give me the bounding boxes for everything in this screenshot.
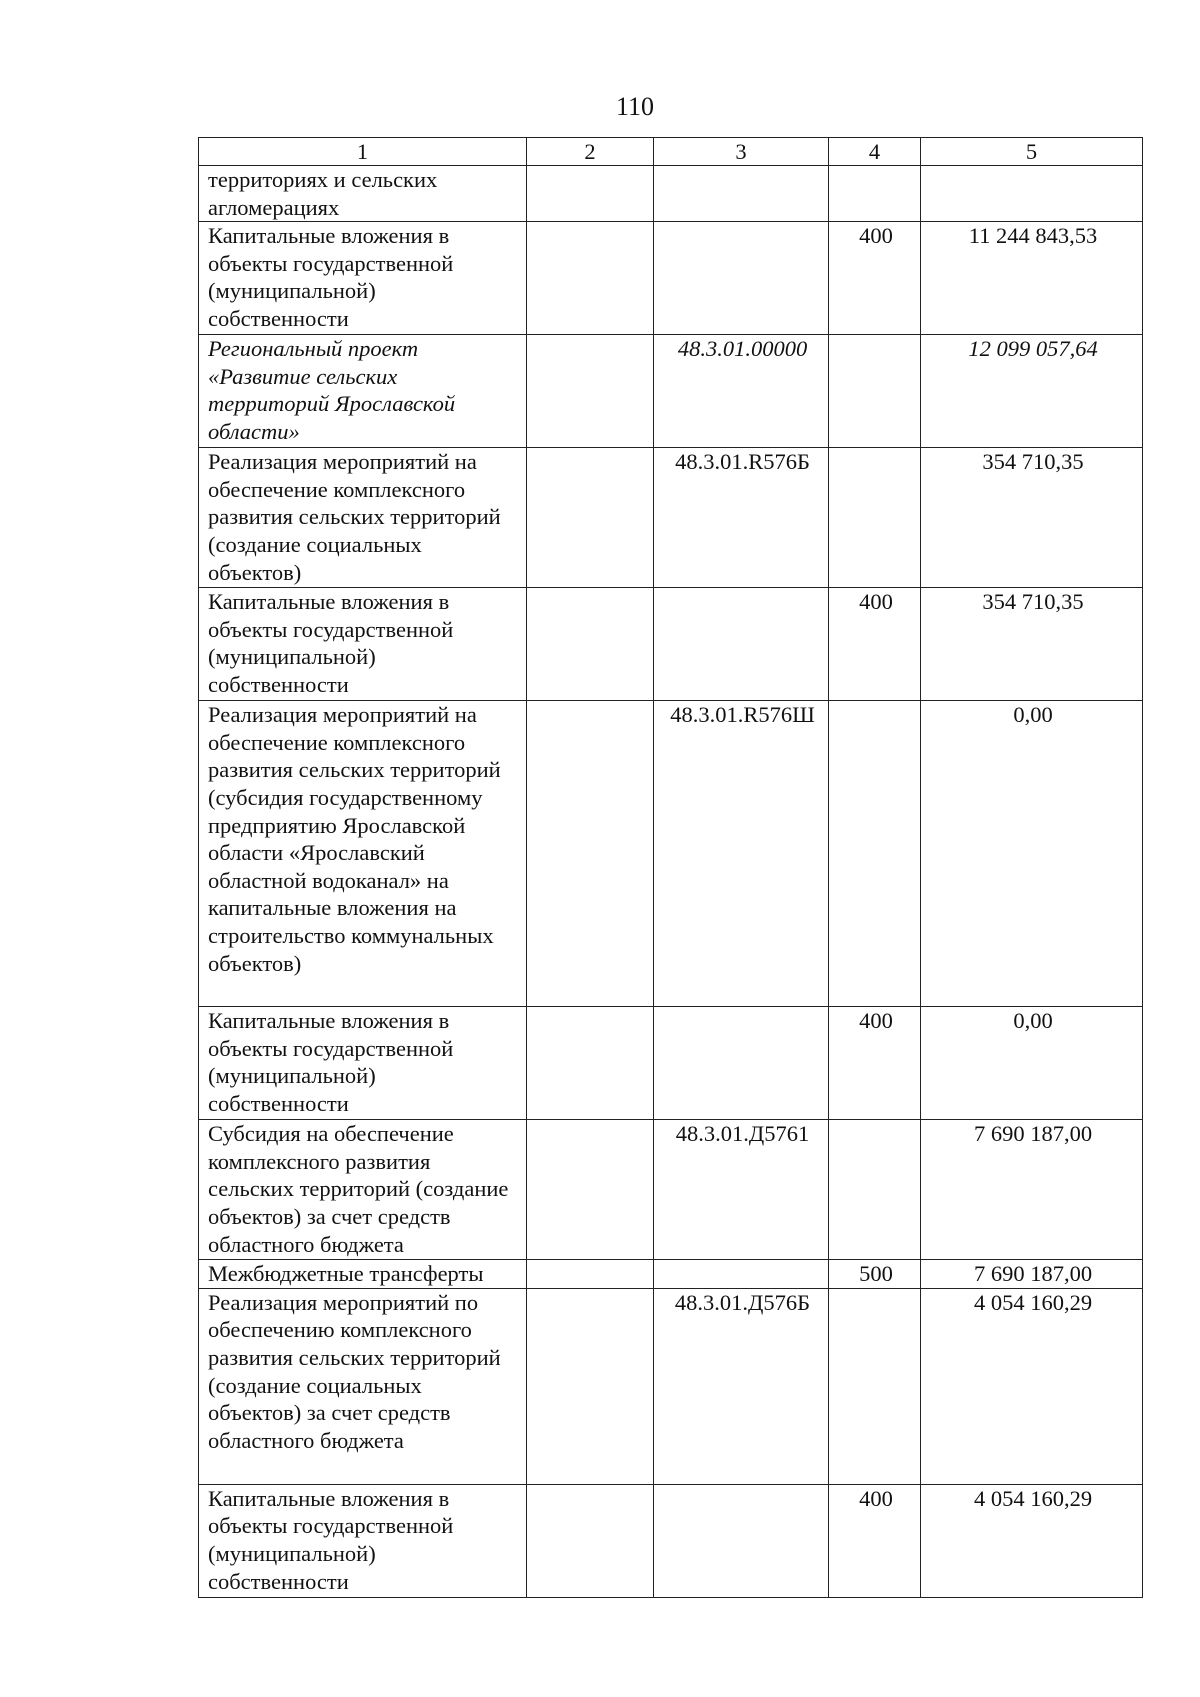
row-code-cell: 48.3.01.R576Б (654, 448, 829, 588)
row-col2-cell (527, 335, 654, 448)
row-name-cell: Капитальные вложения в объекты государственной (муниципальной) собственности (199, 588, 527, 701)
row-code-cell: 48.3.01.00000 (654, 335, 829, 448)
row-type-cell (829, 448, 921, 588)
row-code-cell (654, 166, 829, 222)
header-row (199, 138, 1143, 166)
page-number: 110 (615, 92, 655, 121)
row-amount-cell: 11 244 843,53 (921, 222, 1143, 335)
row-code-cell: 48.3.01.Д5761 (654, 1120, 829, 1260)
row-amount-cell: 4 054 160,29 (921, 1288, 1143, 1484)
row-amount-cell: 0,00 (921, 701, 1143, 1007)
row-amount-cell (921, 166, 1143, 222)
row-name-cell: Реализация мероприятий на обеспечение комплексного развития сельских территорий (субсидия государственному предприятию Ярославской области «Ярославский областной водоканал» на капитальные вложения на строительство коммунальных объектов) (199, 701, 527, 1007)
row-type-cell: 400 (829, 222, 921, 335)
row-code-cell (654, 222, 829, 335)
row-name-cell: Капитальные вложения в объекты государственной (муниципальной) собственности (199, 222, 527, 335)
column-header-3: 3 (654, 138, 829, 166)
row-name-cell: территориях и сельских агломерациях (199, 166, 527, 222)
row-code-cell (654, 1484, 829, 1597)
row-col2-cell (527, 222, 654, 335)
table-row (199, 1260, 1143, 1289)
row-type-cell (829, 701, 921, 1007)
row-code-cell (654, 588, 829, 701)
table-row (199, 588, 1143, 701)
row-amount-cell: 7 690 187,00 (921, 1120, 1143, 1260)
row-name-cell: Субсидия на обеспечение комплексного развития сельских территорий (создание объектов) за счет средств областного бюджета (199, 1120, 527, 1260)
table-row (199, 701, 1143, 1007)
table-row (199, 335, 1143, 448)
row-col2-cell (527, 1007, 654, 1120)
row-type-cell: 500 (829, 1260, 921, 1289)
row-col2-cell (527, 1120, 654, 1260)
row-col2-cell (527, 448, 654, 588)
table-row (199, 1288, 1143, 1484)
row-code-cell: 48.3.01.R576Ш (654, 701, 829, 1007)
table-row (199, 1007, 1143, 1120)
row-amount-cell: 4 054 160,29 (921, 1484, 1143, 1597)
table-row (199, 448, 1143, 588)
row-name-cell: Региональный проект «Развитие сельских территорий Ярославской области» (199, 335, 527, 448)
row-col2-cell (527, 588, 654, 701)
table-row (199, 166, 1143, 222)
row-amount-cell: 7 690 187,00 (921, 1260, 1143, 1289)
row-amount-cell: 12 099 057,64 (921, 335, 1143, 448)
column-header-2: 2 (527, 138, 654, 166)
table-row (199, 1120, 1143, 1260)
row-type-cell (829, 166, 921, 222)
row-code-cell (654, 1260, 829, 1289)
row-amount-cell: 354 710,35 (921, 588, 1143, 701)
row-col2-cell (527, 166, 654, 222)
row-col2-cell (527, 1260, 654, 1289)
row-code-cell (654, 1007, 829, 1120)
row-type-cell: 400 (829, 588, 921, 701)
row-code-cell: 48.3.01.Д576Б (654, 1288, 829, 1484)
row-type-cell (829, 335, 921, 448)
row-col2-cell (527, 1288, 654, 1484)
row-name-cell: Реализация мероприятий на обеспечение комплексного развития сельских территорий (создание социальных объектов) (199, 448, 527, 588)
row-amount-cell: 354 710,35 (921, 448, 1143, 588)
table-row (199, 1484, 1143, 1597)
row-name-cell: Капитальные вложения в объекты государственной (муниципальной) собственности (199, 1007, 527, 1120)
column-header-1: 1 (199, 138, 527, 166)
table-row (199, 222, 1143, 335)
column-header-4: 4 (829, 138, 921, 166)
row-col2-cell (527, 1484, 654, 1597)
table-body (199, 166, 1143, 1598)
row-col2-cell (527, 701, 654, 1007)
row-name-cell: Капитальные вложения в объекты государственной (муниципальной) собственности (199, 1484, 527, 1597)
row-type-cell (829, 1120, 921, 1260)
column-header-5: 5 (921, 138, 1143, 166)
row-type-cell (829, 1288, 921, 1484)
budget-table (198, 137, 1143, 1598)
row-name-cell: Межбюджетные трансферты (199, 1260, 527, 1289)
row-type-cell: 400 (829, 1484, 921, 1597)
row-name-cell: Реализация мероприятий по обеспечению комплексного развития сельских территорий (создание социальных объектов) за счет средств областного бюджета (199, 1288, 527, 1484)
row-type-cell: 400 (829, 1007, 921, 1120)
row-amount-cell: 0,00 (921, 1007, 1143, 1120)
